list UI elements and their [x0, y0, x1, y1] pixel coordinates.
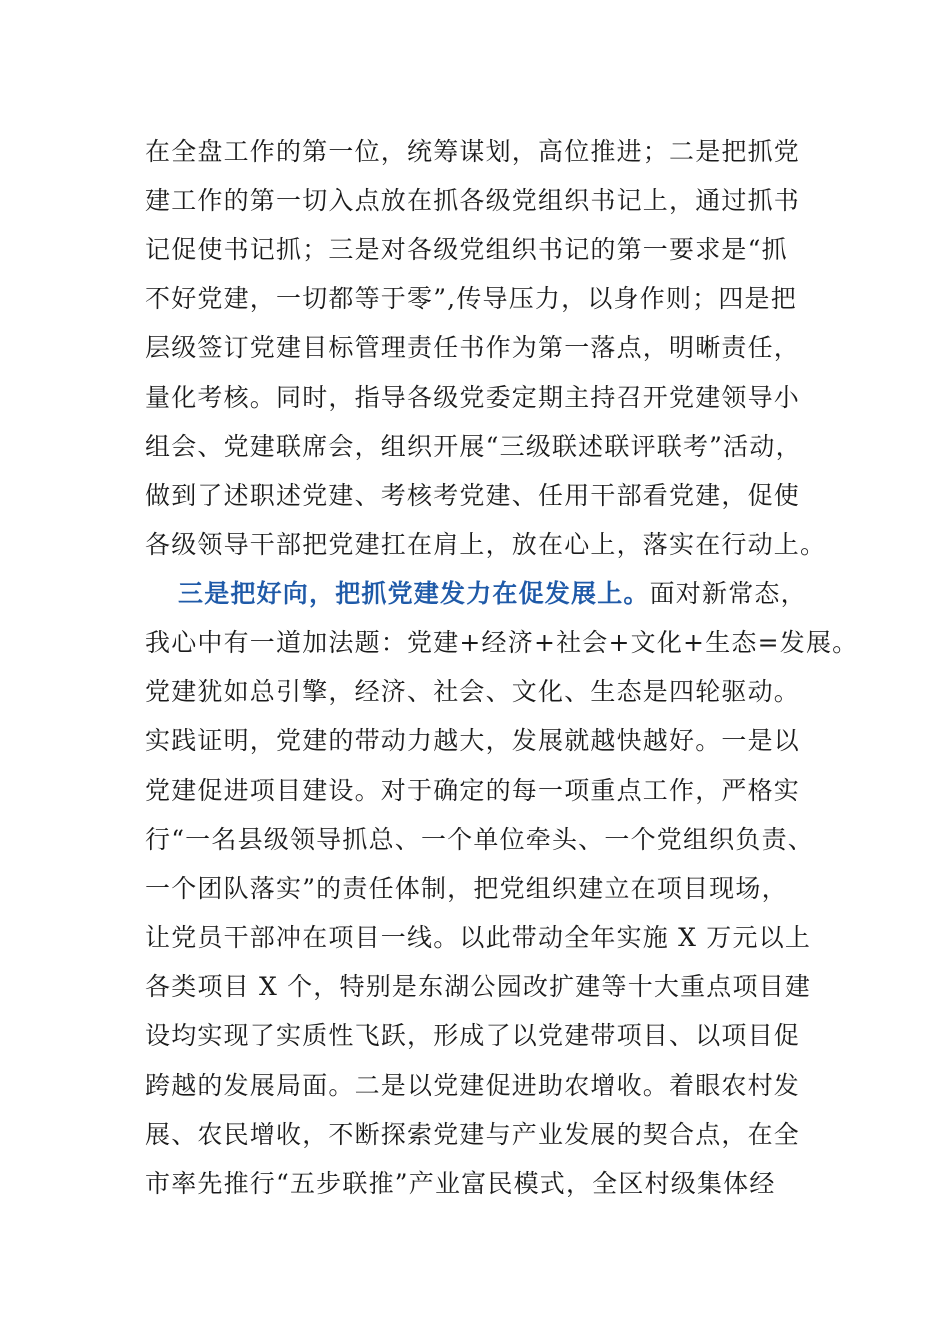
text-line: 我心中有一道加法题：党建+经济+社会+文化+生态=发展。 [145, 628, 859, 657]
text-line: 量化考核。同时，指导各级党委定期主持召开党建领导小 [145, 383, 801, 412]
text-line: 党建促进项目建设。对于确定的每一项重点工作，严格实 [145, 776, 801, 805]
text-line: 各类项目 X 个，特别是东湖公园改扩建等十大重点项目建 [145, 972, 812, 1001]
text-line: 实践证明，党建的带动力越大，发展就越快越好。一是以 [145, 726, 801, 755]
text-line: 跨越的发展局面。二是以党建促进助农增收。着眼农村发 [145, 1071, 801, 1100]
text-line: 行“一名县级领导抓总、一个单位牵头、一个党组织负责、 [145, 825, 814, 854]
text-line: 展、农民增收，不断探索党建与产业发展的契合点，在全 [145, 1120, 801, 1149]
text-line: 让党员干部冲在项目一线。以此带动全年实施 X 万元以上 [145, 923, 812, 952]
text-line: 设均实现了实质性飞跃，形成了以党建带项目、以项目促 [145, 1021, 801, 1050]
text-line: 党建犹如总引擎，经济、社会、文化、生态是四轮驱动。 [145, 677, 801, 706]
text-line: 层级签订党建目标管理责任书作为第一落点，明晰责任， [145, 333, 801, 362]
heading-continuation: 面对新常态， [649, 579, 807, 608]
text-line: 建工作的第一切入点放在抓各级党组织书记上，通过抓书 [145, 186, 801, 215]
text-line: 一个团队落实”的责任体制，把党组织建立在项目现场， [145, 874, 788, 903]
text-line [178, 579, 858, 609]
text-line: 记促使书记抓；三是对各级党组织书记的第一要求是“抓 [145, 235, 788, 264]
text-line: 在全盘工作的第一位，统筹谋划，高位推进；二是把抓党 [145, 137, 801, 166]
text-line: 组会、党建联席会，组织开展“三级联述联评联考”活动， [145, 432, 802, 461]
text-line: 各级领导干部把党建扛在肩上，放在心上，落实在行动上。 [145, 530, 827, 559]
text-line: 市率先推行“五步联推”产业富民模式，全区村级集体经 [145, 1169, 776, 1198]
text-line: 做到了述职述党建、考核考党建、任用干部看党建，促使 [145, 481, 801, 510]
text-line: 不好党建，一切都等于零”,传导压力，以身作则；四是把 [145, 284, 797, 313]
section-heading: 三是把好向，把抓党建发力在促发展上。 [178, 579, 650, 608]
